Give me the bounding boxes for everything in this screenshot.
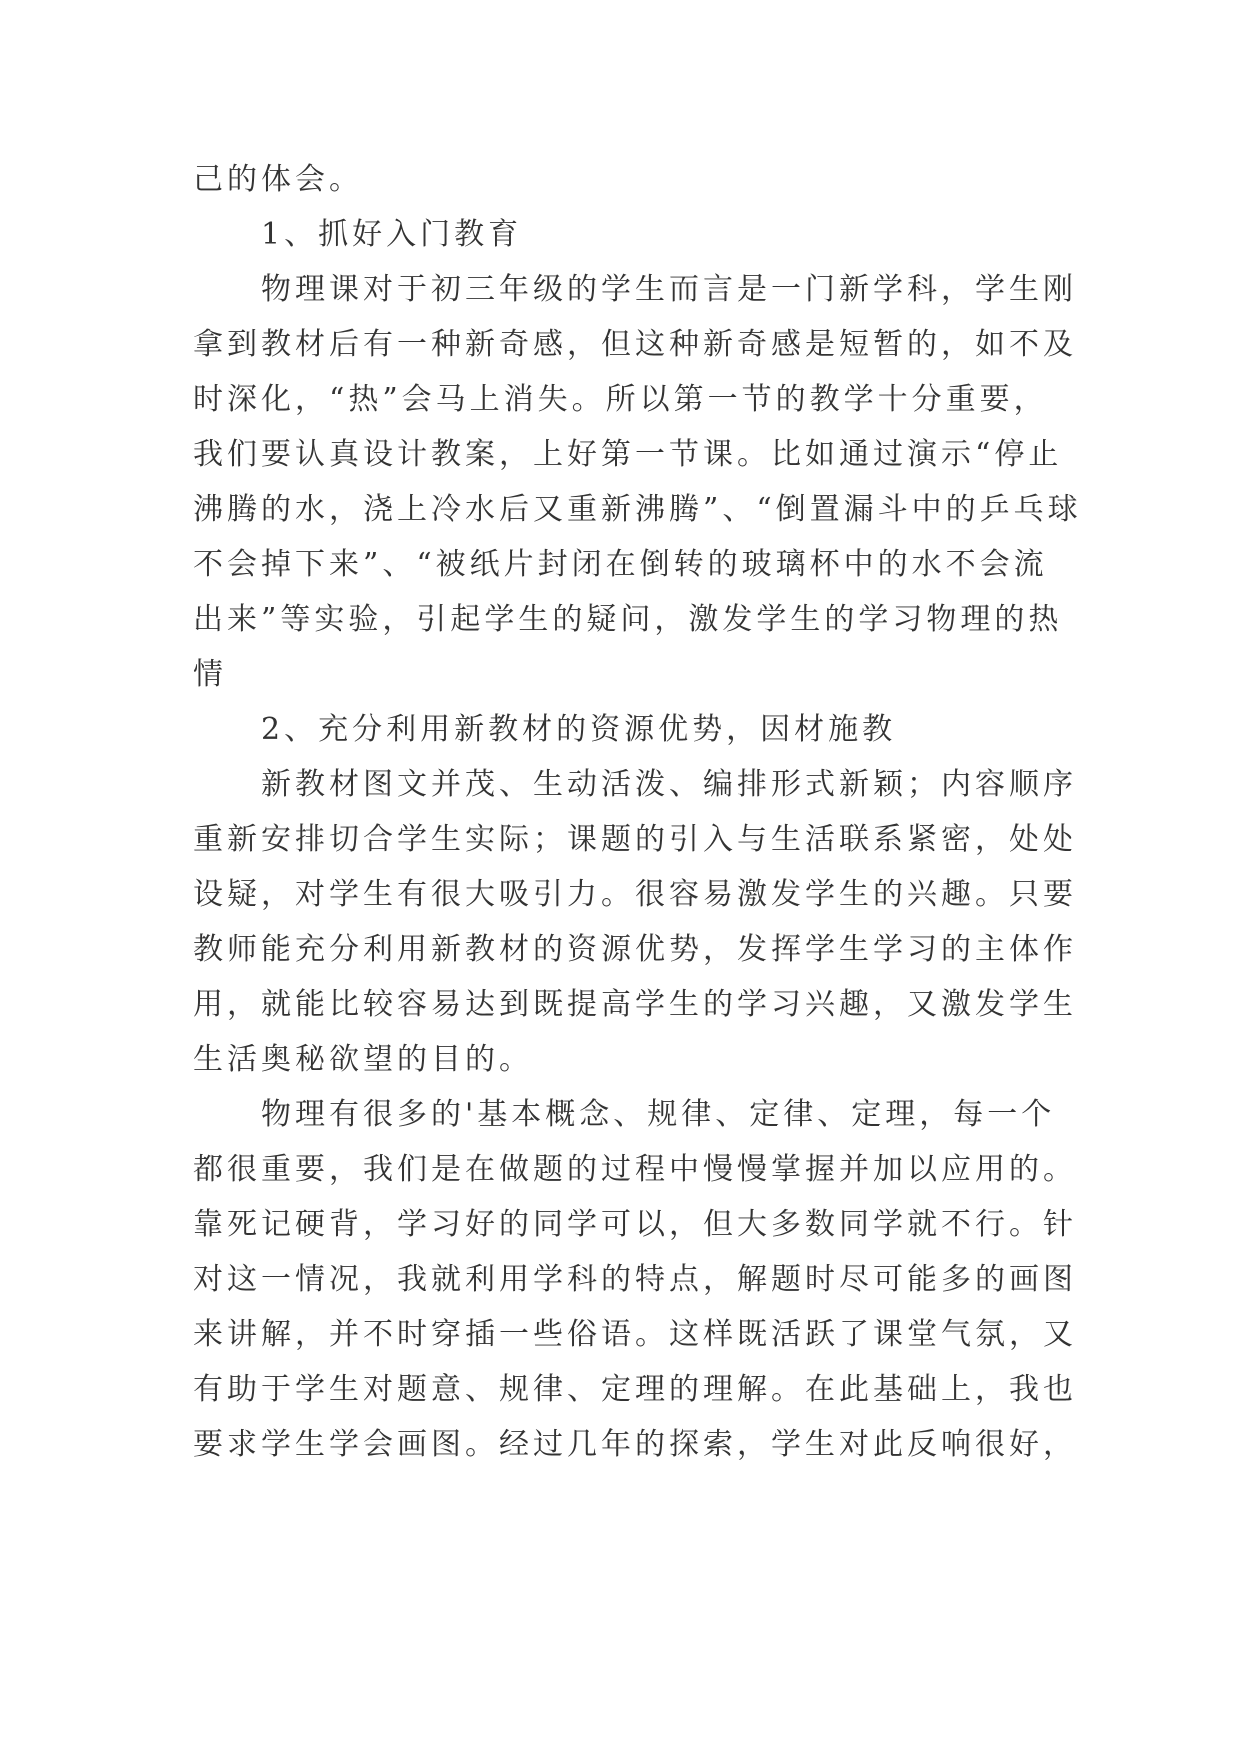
text-line: 情 xyxy=(193,657,227,692)
text-line: 1、抓好入门教育 xyxy=(261,217,523,252)
text-line: 拿到教材后有一种新奇感，但这种新奇感是短暂的，如不及 xyxy=(193,327,1077,362)
text-line: 时深化，“热”会马上消失。所以第一节的教学十分重要， xyxy=(193,382,1048,417)
text-line: 我们要认真设计教案，上好第一节课。比如通过演示“停止 xyxy=(193,437,1063,472)
text-line: 不会掉下来”、“被纸片封闭在倒转的玻璃杯中的水不会流 xyxy=(193,547,1048,582)
text-line: 有助于学生对题意、规律、定理的理解。在此基础上，我也 xyxy=(193,1372,1077,1407)
text-line: 设疑，对学生有很大吸引力。很容易激发学生的兴趣。只要 xyxy=(193,877,1077,912)
text-line: 靠死记硬背，学习好的同学可以，但大多数同学就不行。针 xyxy=(193,1207,1077,1242)
text-line: 教师能充分利用新教材的资源优势，发挥学生学习的主体作 xyxy=(193,932,1077,967)
text-line: 物理课对于初三年级的学生而言是一门新学科，学生刚 xyxy=(261,272,1077,307)
text-line: 物理有很多的'基本概念、规律、定律、定理，每一个 xyxy=(261,1097,1056,1132)
text-line: 生活奥秘欲望的目的。 xyxy=(193,1042,533,1077)
text-line: 沸腾的水，浇上冷水后又重新沸腾”、“倒置漏斗中的乒乓球 xyxy=(193,492,1082,527)
text-line: 重新安排切合学生实际；课题的引入与生活联系紧密，处处 xyxy=(193,822,1077,857)
text-line: 用，就能比较容易达到既提高学生的学习兴趣，又激发学生 xyxy=(193,987,1077,1022)
text-line: 己的体会。 xyxy=(193,162,363,197)
text-line: 来讲解，并不时穿插一些俗语。这样既活跃了课堂气氛，又 xyxy=(193,1317,1077,1352)
text-line: 2、充分利用新教材的资源优势，因材施教 xyxy=(261,712,897,747)
text-line: 出来”等实验，引起学生的疑问，激发学生的学习物理的热 xyxy=(193,602,1063,637)
text-line: 对这一情况，我就利用学科的特点，解题时尽可能多的画图 xyxy=(193,1262,1077,1297)
document-body xyxy=(193,152,1082,1472)
text-line: 新教材图文并茂、生动活泼、编排形式新颖；内容顺序 xyxy=(261,767,1077,802)
text-line: 要求学生学会画图。经过几年的探索，学生对此反响很好， xyxy=(193,1427,1077,1462)
text-line: 都很重要，我们是在做题的过程中慢慢掌握并加以应用的。 xyxy=(193,1152,1077,1187)
